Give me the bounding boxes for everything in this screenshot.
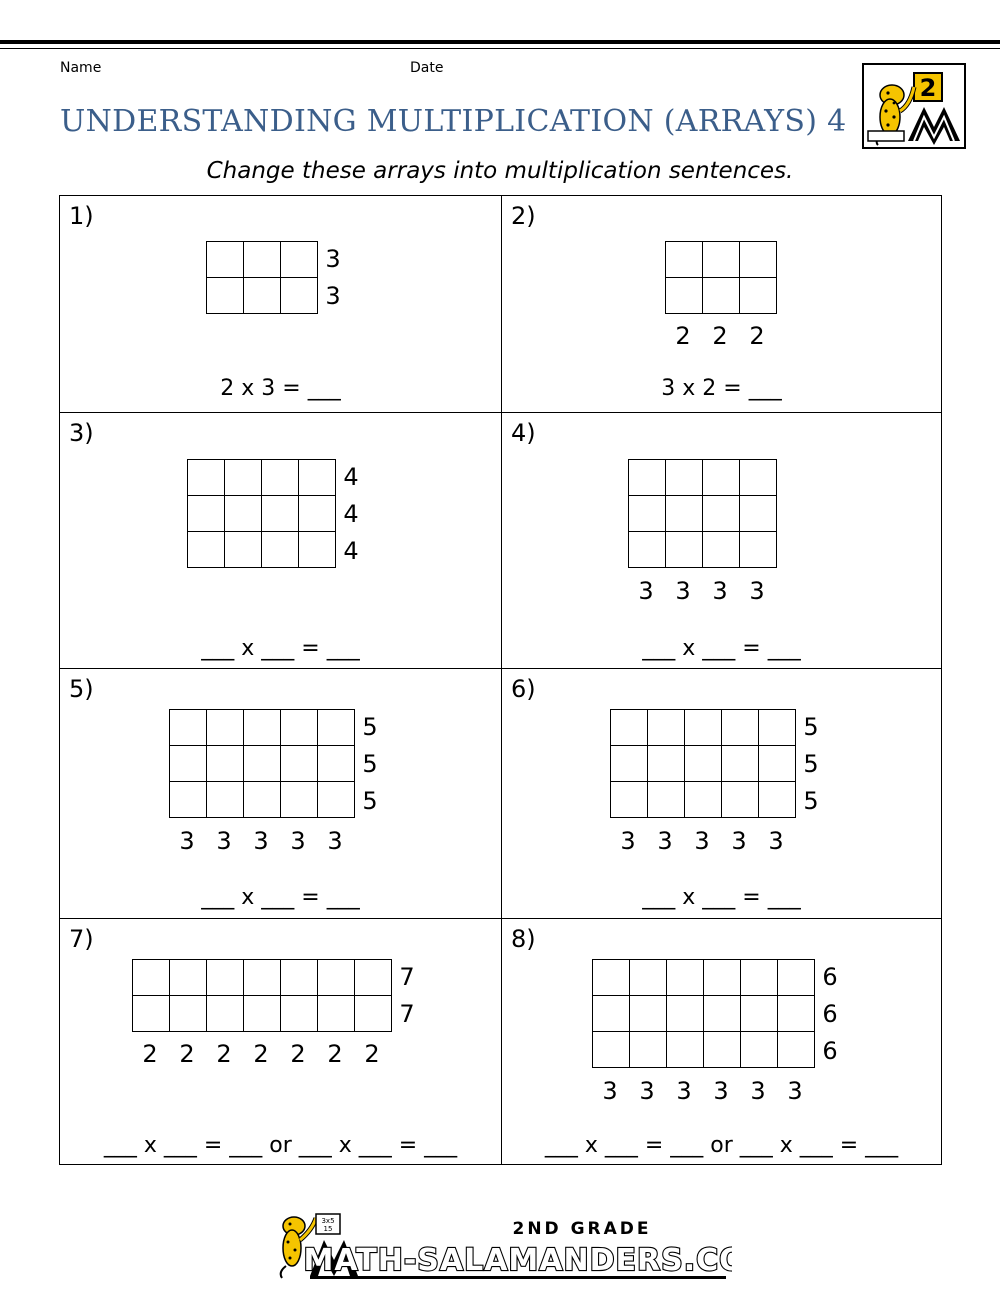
column-count-label: 2 [216,1040,232,1068]
array-grid [206,241,318,314]
multiplication-sentence: ___ x ___ = ___ [642,885,801,910]
column-count-label: 2 [327,1040,343,1068]
footer-grade-text: 2ND GRADE [512,1219,652,1239]
multiplication-sentence: ___ x ___ = ___ [201,636,360,661]
array-grid [665,241,777,314]
row-count-label: 5 [803,713,819,741]
array-cell [740,532,777,568]
array-cell [740,460,777,496]
array-cell [244,242,281,278]
array-cell [225,460,262,496]
svg-text:15: 15 [323,1225,333,1233]
array-cell [207,996,244,1032]
array-grid [132,959,392,1032]
column-count-label: 3 [787,1077,803,1105]
array-cell [170,710,207,746]
multiplication-sentence: ___ x ___ = ___ or ___ x ___ = ___ [103,1133,458,1158]
array-cell [740,496,777,532]
array-grid [187,459,336,568]
column-count-label: 3 [713,1077,729,1105]
worksheet-grid [59,195,942,1165]
array-cell [225,496,262,532]
column-count-label: 3 [768,827,784,855]
problem-number: 3) [69,419,94,447]
row-count-label: 7 [399,1000,415,1028]
row-count-label: 6 [822,1000,838,1028]
array-cell [207,782,244,818]
problem-6 [501,668,942,918]
array-cell [207,746,244,782]
column-count-label: 2 [364,1040,380,1068]
array-cell [170,746,207,782]
array-cell [244,710,281,746]
array-cell [281,782,318,818]
array-cell [281,996,318,1032]
svg-text:3x5: 3x5 [321,1217,335,1225]
array-grid [592,959,815,1068]
multiplication-sentence: ___ x ___ = ___ [201,885,360,910]
array-cell [281,746,318,782]
array-cell [188,460,225,496]
array-cell [188,496,225,532]
problem-number: 5) [69,675,94,703]
array-cell [722,746,759,782]
array-cell [318,960,355,996]
array-cell [704,960,741,996]
top-rule-thick [0,40,1000,44]
column-count-label: 3 [253,827,269,855]
array-cell [281,278,318,314]
array-cell [207,960,244,996]
row-count-label: 6 [822,1037,838,1065]
array-cell [281,242,318,278]
array-grid [628,459,777,568]
array-cell [740,242,777,278]
column-count-label: 3 [750,1077,766,1105]
column-count-label: 3 [731,827,747,855]
row-count-label: 4 [343,500,359,528]
array-cell [244,960,281,996]
name-label: Name [60,60,102,76]
array-cell [703,278,740,314]
top-rule-thin [0,48,1000,49]
column-count-label: 2 [675,322,691,350]
array-cell [593,960,630,996]
array-cell [244,996,281,1032]
page-title: UNDERSTANDING MULTIPLICATION (ARRAYS) 4 [60,104,847,139]
row-count-label: 5 [803,787,819,815]
column-count-label: 2 [179,1040,195,1068]
logo-badge-text: 2 [919,74,937,102]
column-count-label: 2 [253,1040,269,1068]
column-count-label: 2 [290,1040,306,1068]
problem-number: 7) [69,925,94,953]
array-cell [630,1032,667,1068]
array-cell [703,460,740,496]
array-cell [704,996,741,1032]
row-count-label: 5 [362,787,378,815]
column-count-label: 3 [327,827,343,855]
column-count-label: 3 [639,1077,655,1105]
array-cell [262,532,299,568]
column-count-label: 3 [676,1077,692,1105]
multiplication-sentence: 2 x 3 = ___ [220,376,341,401]
array-cell [318,746,355,782]
array-cell [318,996,355,1032]
column-count-label: 3 [179,827,195,855]
row-count-label: 7 [399,963,415,991]
array-cell [685,782,722,818]
array-cell [704,1032,741,1068]
array-cell [188,532,225,568]
problem-3 [59,412,501,668]
math-salamanders-footer-icon [272,1210,732,1280]
array-cell [611,710,648,746]
problem-8 [501,918,942,1165]
array-cell [262,496,299,532]
array-cell [133,960,170,996]
array-cell [648,710,685,746]
row-count-label: 3 [325,245,341,273]
array-cell [778,1032,815,1068]
row-count-label: 5 [362,750,378,778]
problem-number: 4) [511,419,536,447]
column-count-label: 2 [749,322,765,350]
array-cell [741,960,778,996]
row-count-label: 3 [325,282,341,310]
array-cell [207,278,244,314]
column-count-label: 3 [602,1077,618,1105]
math-salamanders-logo [862,63,966,149]
array-grid [169,709,355,818]
footer-logo [272,1210,732,1280]
row-count-label: 5 [362,713,378,741]
array-cell [648,782,685,818]
problem-5 [59,668,501,918]
row-count-label: 6 [822,963,838,991]
array-cell [759,710,796,746]
row-count-label: 5 [803,750,819,778]
array-cell [648,746,685,782]
array-grid [610,709,796,818]
array-cell [262,460,299,496]
array-cell [281,960,318,996]
problem-number: 1) [69,202,94,230]
array-cell [666,496,703,532]
column-count-label: 2 [142,1040,158,1068]
array-cell [170,960,207,996]
array-cell [666,532,703,568]
row-count-label: 4 [343,537,359,565]
problem-7 [59,918,501,1165]
array-cell [244,278,281,314]
array-cell [611,746,648,782]
array-cell [759,782,796,818]
problem-4 [501,412,942,668]
problem-number: 6) [511,675,536,703]
array-cell [593,1032,630,1068]
column-count-label: 3 [694,827,710,855]
array-cell [778,960,815,996]
column-count-label: 3 [638,577,654,605]
array-cell [722,782,759,818]
multiplication-sentence: ___ x ___ = ___ or ___ x ___ = ___ [544,1133,899,1158]
array-cell [355,960,392,996]
array-cell [225,532,262,568]
array-cell [299,460,336,496]
array-cell [630,960,667,996]
array-cell [722,710,759,746]
array-cell [244,746,281,782]
column-count-label: 3 [216,827,232,855]
array-cell [207,242,244,278]
column-count-label: 3 [290,827,306,855]
date-label: Date [410,60,444,76]
array-cell [703,496,740,532]
array-cell [611,782,648,818]
array-cell [281,710,318,746]
array-cell [667,1032,704,1068]
array-cell [629,496,666,532]
array-cell [703,242,740,278]
array-cell [703,532,740,568]
array-cell [666,460,703,496]
column-count-label: 3 [657,827,673,855]
instruction-text: Change these arrays into multiplication sentences. [206,158,794,184]
array-cell [355,996,392,1032]
array-cell [685,746,722,782]
array-cell [629,532,666,568]
array-cell [666,242,703,278]
salamander-icon [864,65,964,147]
array-cell [630,996,667,1032]
column-count-label: 3 [620,827,636,855]
array-cell [667,960,704,996]
array-cell [667,996,704,1032]
array-cell [299,532,336,568]
column-count-label: 2 [712,322,728,350]
array-cell [133,996,170,1032]
array-cell [593,996,630,1032]
array-cell [244,782,281,818]
array-cell [170,996,207,1032]
row-count-label: 4 [343,463,359,491]
problem-1 [59,195,501,412]
column-count-label: 3 [712,577,728,605]
problem-number: 8) [511,925,536,953]
array-cell [299,496,336,532]
problem-number: 2) [511,202,536,230]
problem-2 [501,195,942,412]
array-cell [318,782,355,818]
array-cell [741,1032,778,1068]
array-cell [741,996,778,1032]
multiplication-sentence: ___ x ___ = ___ [642,636,801,661]
footer-site-text: MATH-SALAMANDERS.COM [303,1243,732,1278]
multiplication-sentence: 3 x 2 = ___ [661,376,782,401]
array-cell [778,996,815,1032]
array-cell [207,710,244,746]
array-cell [318,710,355,746]
column-count-label: 3 [675,577,691,605]
array-cell [759,746,796,782]
array-cell [685,710,722,746]
column-count-label: 3 [749,577,765,605]
array-cell [170,782,207,818]
array-cell [629,460,666,496]
array-cell [666,278,703,314]
array-cell [740,278,777,314]
